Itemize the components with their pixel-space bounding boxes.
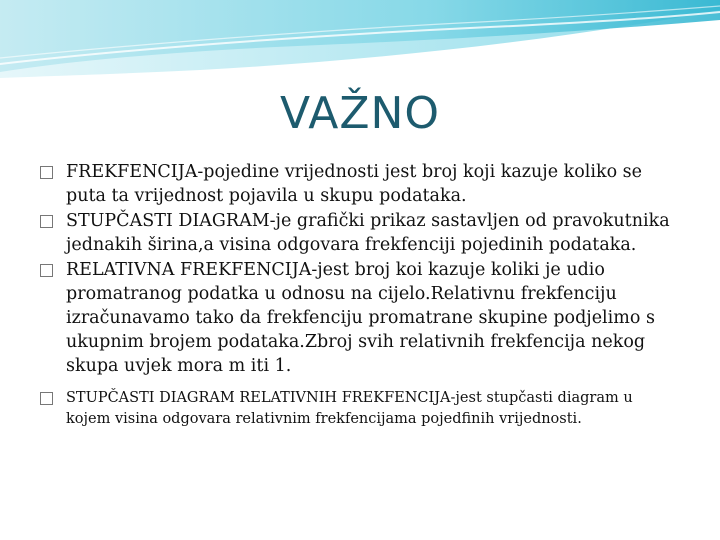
bullet-item bbox=[40, 160, 680, 208]
bullet-box-icon bbox=[40, 264, 53, 277]
bullet-box-icon bbox=[40, 215, 53, 228]
bullet-box-icon bbox=[40, 166, 53, 179]
bullet-item bbox=[40, 388, 680, 430]
bullet-item bbox=[40, 258, 680, 378]
header-wave-decoration bbox=[0, 0, 720, 90]
bullet-text: RELATIVNA FREKFENCIJA-jest broj koi kazuje koliki je udio promatranog podatka u odnosu na cijelo.Relativnu frekfenciju izračunavamo tako da frekfenciju promatrane skupine podjelimo s ukupnim brojem podataka.Zbroj svih relativnih frekfencija nekog skupa uvjek mora m iti 1. bbox=[66, 260, 655, 376]
slide-title: VAŽNO bbox=[279, 88, 441, 139]
bullet-text: STUPČASTI DIAGRAM-je grafički prikaz sastavljen od pravokutnika jednakih širina,a visina odgovara frekfenciji pojedinih podataka. bbox=[66, 211, 670, 255]
bullet-list bbox=[40, 160, 680, 430]
bullet-item bbox=[40, 209, 680, 257]
bullet-text: FREKFENCIJA-pojedine vrijednosti jest broj koji kazuje koliko se puta ta vrijednost pojavila u skupu podataka. bbox=[66, 162, 643, 206]
bullet-box-icon bbox=[40, 392, 53, 405]
bullet-text: STUPČASTI DIAGRAM RELATIVNIH FREKFENCIJA-jest stupčasti diagram u kojem visina odgovara relativnim frekfencijama pojedfinih vrijednosti. bbox=[66, 390, 633, 427]
